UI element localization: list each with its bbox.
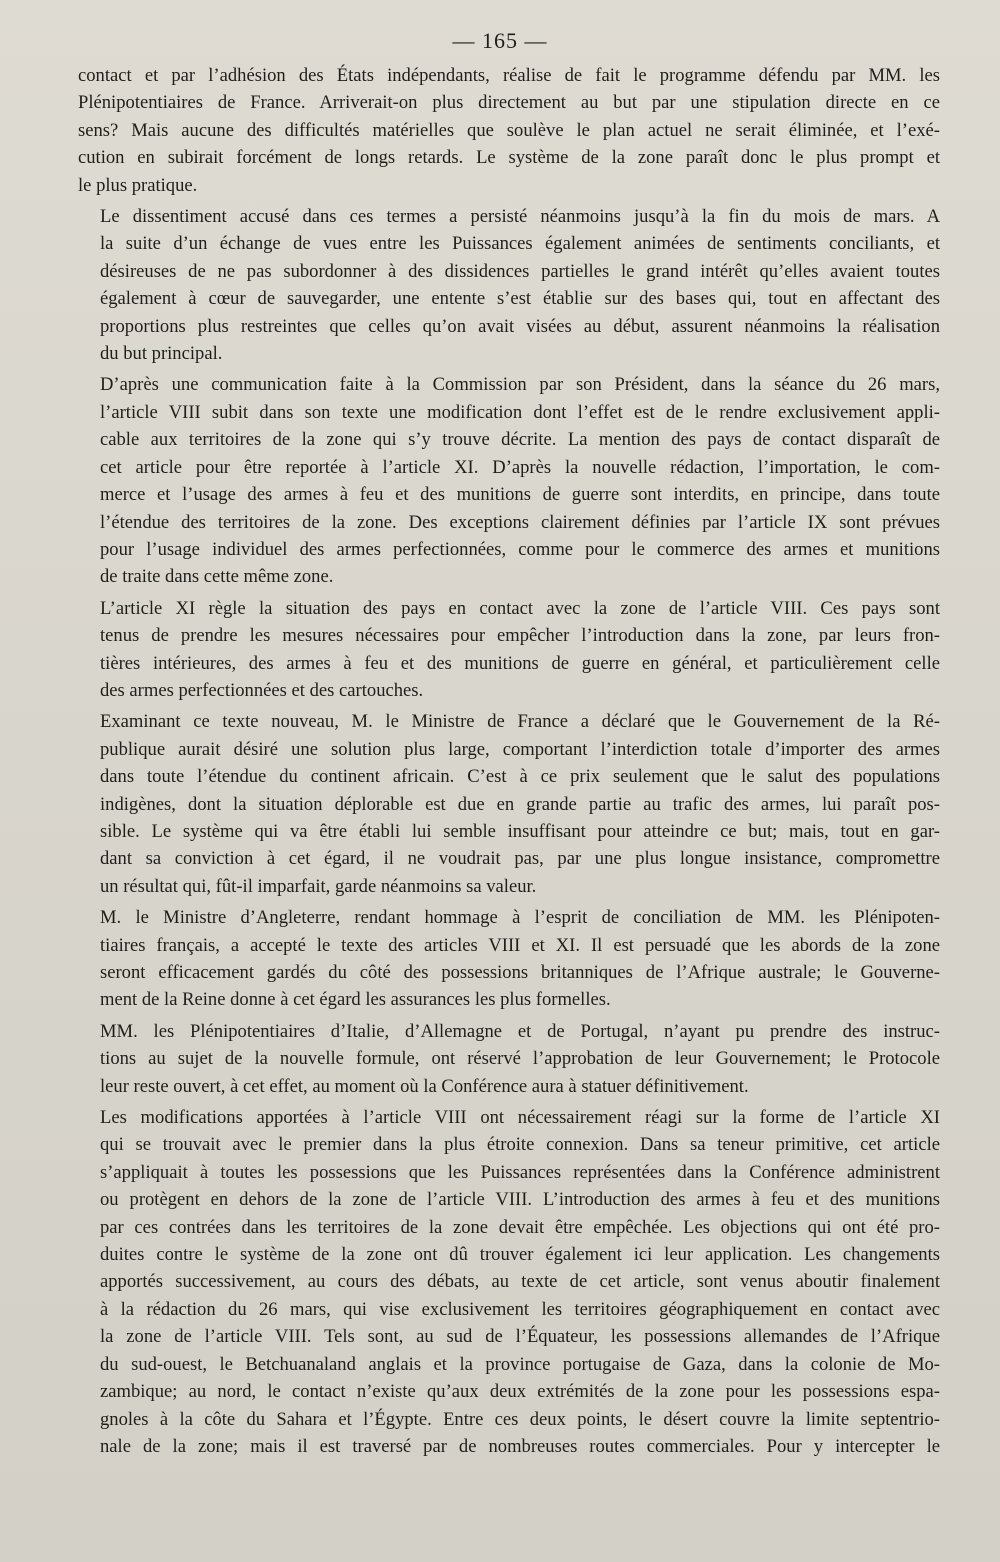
- text-line: dant sa conviction à cet égard, il ne voudrait pas, par une plus longue insistance, compromettre: [100, 848, 940, 870]
- paragraph: [78, 203, 940, 367]
- text-line: cution en subirait forcément de longs retards. Le système de la zone paraît donc le plus prompt et: [78, 147, 940, 169]
- text-line: indigènes, dont la situation déplorable est due en grande partie au trafic des armes, lui paraît pos-: [100, 793, 940, 815]
- page-number: — 165 —: [452, 28, 548, 53]
- paragraph: [78, 904, 940, 1014]
- text-line: M. le Ministre d’Angleterre, rendant hommage à l’esprit de conciliation de MM. les Plénipoten-: [100, 907, 940, 929]
- text-line: zambique; au nord, le contact n’existe qu’aux deux extrémités de la zone pour les possessions espa-: [100, 1381, 940, 1403]
- text-line: sible. Le système qui va être établi lui semble insuffisant pour atteindre ce but; mais, tout en gar-: [100, 820, 940, 842]
- text-line: cable aux territoires de la zone qui s’y trouve décrite. La mention des pays de contact disparaît de: [100, 429, 940, 451]
- text-line: sens? Mais aucune des difficultés matérielles que soulève le plan actuel ne serait éliminée, et l’exé-: [78, 119, 940, 141]
- text-line: seront efficacement gardés du côté des possessions britanniques de l’Afrique australe; le Gouverne-: [100, 962, 940, 983]
- paragraph: [78, 708, 940, 900]
- text-line: pour l’usage individuel des armes perfectionnées, comme pour le commerce des armes et munitions: [100, 538, 940, 560]
- paragraph: [78, 1018, 940, 1100]
- text-line: un résultat qui, fût-il imparfait, garde néanmoins sa valeur.: [100, 875, 537, 897]
- body-text: [78, 62, 940, 1464]
- text-line: par ces contrées dans les territoires de la zone devait être empêchée. Les objections qui ont été pro-: [100, 1216, 940, 1238]
- text-line: qui se trouvait avec le premier dans la plus étroite connexion. Dans sa teneur primitive, cet article: [100, 1134, 940, 1156]
- text-line: dans toute l’étendue du continent africain. C’est à ce prix seulement que le salut des populations: [100, 766, 940, 788]
- paragraph: [78, 595, 940, 705]
- text-line: merce et l’usage des armes à feu et des munitions de guerre sont interdits, en principe, dans toute: [100, 484, 940, 506]
- text-line: apportés successivement, au cours des débats, au texte de cet article, sont venus aboutir finalement: [100, 1271, 940, 1293]
- text-line: tiaires français, a accepté le texte des articles VIII et XI. Il est persuadé que les abords de la zone: [100, 934, 940, 956]
- text-line: tières intérieures, des armes à feu et des munitions de guerre en général, et particulièrement celle: [100, 652, 940, 674]
- text-line: Le dissentiment accusé dans ces termes a persisté néanmoins jusqu’à la fin du mois de mars. A: [100, 206, 940, 228]
- text-line: à la rédaction du 26 mars, qui vise exclusivement les territoires géographiquement en contact avec: [100, 1298, 940, 1320]
- text-line: la suite d’un échange de vues entre les Puissances également animées de sentiments conciliants, et: [100, 233, 940, 255]
- text-line: MM. les Plénipotentiaires d’Italie, d’Allemagne et de Portugal, n’ayant pu prendre des instruc-: [100, 1020, 940, 1042]
- text-line: ou protègent en dehors de la zone de l’article VIII. L’introduction des armes à feu et des munitions: [100, 1189, 940, 1211]
- text-line: contact et par l’adhésion des États indépendants, réalise de fait le programme défendu par MM. les: [78, 65, 940, 86]
- text-line: ment de la Reine donne à cet égard les assurances les plus formelles.: [100, 989, 611, 1011]
- paragraph: [78, 62, 940, 199]
- text-line: Les modifications apportées à l’article VIII ont nécessairement réagi sur la forme de l’article XI: [100, 1107, 940, 1129]
- text-line: de traite dans cette même zone.: [100, 566, 334, 588]
- text-line: gnoles à la côte du Sahara et l’Égypte. Entre ces deux points, le désert couvre la limite septentrio-: [100, 1408, 940, 1430]
- text-line: Plénipotentiaires de France. Arriverait-on plus directement au but par une stipulation directe en ce: [78, 92, 940, 114]
- paragraph: [78, 371, 940, 590]
- text-line: des armes perfectionnées et des cartouches.: [100, 679, 424, 701]
- text-line: L’article XI règle la situation des pays en contact avec la zone de l’article VIII. Ces pays sont: [100, 597, 940, 619]
- text-line: proportions plus restreintes que celles qu’on avait visées au début, assurent néanmoins la réalisation: [100, 315, 940, 337]
- text-line: leur reste ouvert, à cet effet, au moment où la Conférence aura à statuer définitivement.: [100, 1075, 749, 1097]
- text-line: s’appliquait à toutes les possessions que les Puissances représentées dans la Conférence administrent: [100, 1161, 940, 1183]
- text-line: duites contre le système de la zone ont dû trouver également ici leur application. Les changements: [100, 1244, 940, 1266]
- text-line: publique aurait désiré une solution plus large, comportant l’interdiction totale d’importer des armes: [100, 738, 940, 760]
- paragraph: [78, 1104, 940, 1460]
- text-line: également à cœur de sauvegarder, une entente s’est établie sur des bases qui, tout en affectant des: [100, 288, 940, 310]
- text-line: Examinant ce texte nouveau, M. le Ministre de France a déclaré que le Gouvernement de la Ré-: [100, 711, 940, 733]
- text-line: tenus de prendre les mesures nécessaires pour empêcher l’introduction dans la zone, par leurs fron-: [100, 625, 940, 647]
- text-line: du sud-ouest, le Betchuanaland anglais et la province portugaise de Gaza, dans la colonie de Mo-: [100, 1353, 940, 1375]
- text-line: le plus pratique.: [78, 174, 198, 196]
- text-line: la zone de l’article VIII. Tels sont, au sud de l’Équateur, les possessions allemandes de l’Afrique: [100, 1326, 940, 1348]
- text-line: cet article pour être reportée à l’article XI. D’après la nouvelle rédaction, l’importation, le com-: [100, 456, 940, 478]
- text-line: désireuses de ne pas subordonner à des dissidences partielles le grand intérêt qu’elles avaient toutes: [100, 260, 940, 282]
- text-line: D’après une communication faite à la Commission par son Président, dans la séance du 26 mars,: [100, 374, 940, 396]
- text-line: du but principal.: [100, 343, 223, 365]
- text-line: l’article VIII subit dans son texte une modification dont l’effet est de le rendre exclusivement appli-: [100, 401, 940, 423]
- text-line: tions au sujet de la nouvelle formule, ont réservé l’approbation de leur Gouvernement; le Protocole: [100, 1048, 940, 1070]
- text-line: l’étendue des territoires de la zone. Des exceptions clairement définies par l’article IX sont prévues: [100, 511, 940, 533]
- text-line: nale de la zone; mais il est traversé par de nombreuses routes commerciales. Pour y intercepter le: [100, 1435, 940, 1457]
